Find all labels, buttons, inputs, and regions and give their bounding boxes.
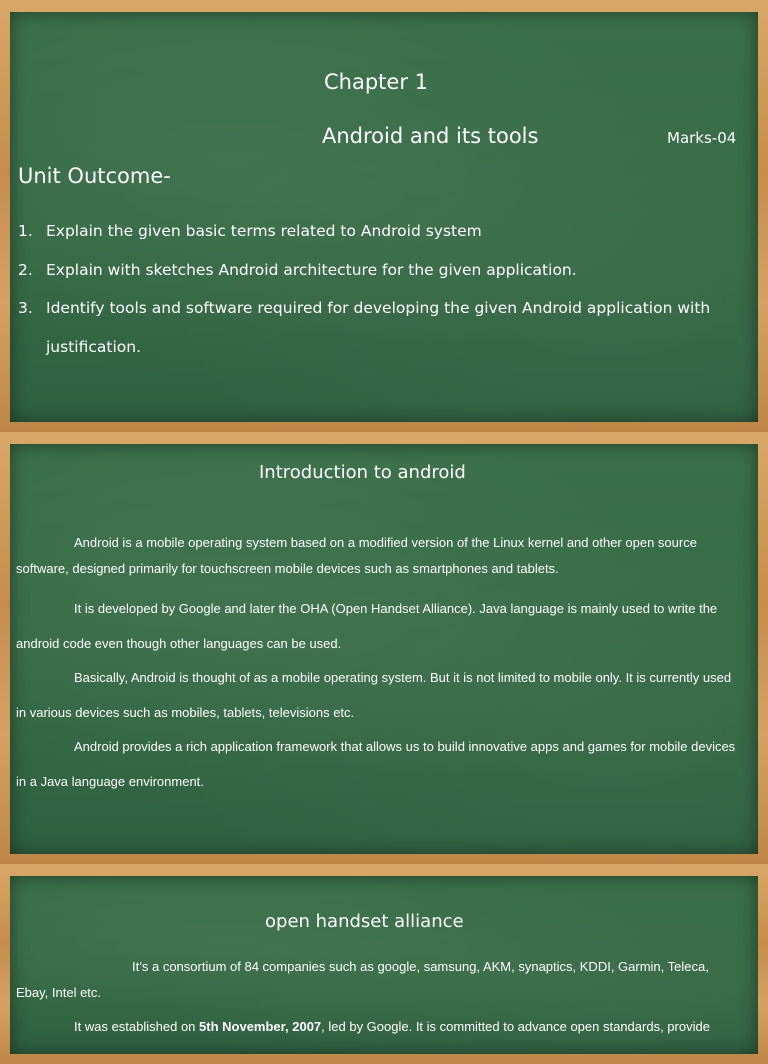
slide-heading: open handset alliance bbox=[265, 911, 464, 932]
chalkboard-1 bbox=[10, 12, 758, 422]
paragraph: Android is a mobile operating system based on a modified version of the Linux kernel and other open source software, designed primarily for touchscreen mobile devices such as smartphones and tablets. bbox=[16, 535, 697, 576]
chalkboard-3 bbox=[10, 876, 758, 1054]
paragraph-text: It was established on bbox=[74, 1019, 200, 1034]
slide-frame-2 bbox=[0, 432, 768, 864]
paragraph: Basically, Android is thought of as a mobile operating system. But it is not limited to mobile only. It is currently used in various devices such as mobiles, tablets, televisions etc. bbox=[16, 670, 732, 720]
outcome-text: Explain the given basic terms related to Android system bbox=[46, 222, 482, 240]
paragraph: Android provides a rich application framework that allows us to build innovative apps and games for mobile devices in a Java language environment. bbox=[16, 739, 736, 789]
outcome-text: Explain with sketches Android architecture for the given application. bbox=[46, 260, 577, 279]
paragraph bbox=[16, 1014, 736, 1040]
slide-frame-3 bbox=[0, 864, 768, 1064]
outcome-item bbox=[18, 289, 748, 366]
outcome-text: Identify tools and software required for developing the given Android application with justification. bbox=[46, 299, 711, 356]
marks-label: Marks-04 bbox=[667, 129, 737, 147]
outcome-number: 1. bbox=[18, 222, 33, 240]
chapter-title: Android and its tools bbox=[322, 124, 539, 148]
chapter-label: Chapter 1 bbox=[324, 70, 428, 94]
paragraph-text: , led by Google. It is committed to advance open standards, provide bbox=[321, 1019, 710, 1034]
established-date: 5th November, 2007 bbox=[199, 1019, 322, 1034]
paragraph: It’s a consortium of 84 companies such as google, samsung, AKM, synaptics, KDDI, Garmin, Teleca, Ebay, Intel etc. bbox=[16, 959, 709, 1000]
slide-frame-1 bbox=[0, 0, 768, 432]
outcome-item bbox=[18, 212, 748, 251]
outcome-list bbox=[18, 212, 748, 366]
unit-outcome-heading: Unit Outcome- bbox=[18, 164, 171, 188]
outcome-number: 3. bbox=[18, 299, 33, 317]
paragraph: It is developed by Google and later the OHA (Open Handset Alliance). Java language is mainly used to write the android code even though other languages can be used. bbox=[16, 601, 718, 651]
chalkboard-2 bbox=[10, 444, 758, 854]
outcome-number: 2. bbox=[18, 260, 33, 279]
slide-heading: Introduction to android bbox=[259, 462, 466, 483]
outcome-item bbox=[18, 251, 748, 290]
